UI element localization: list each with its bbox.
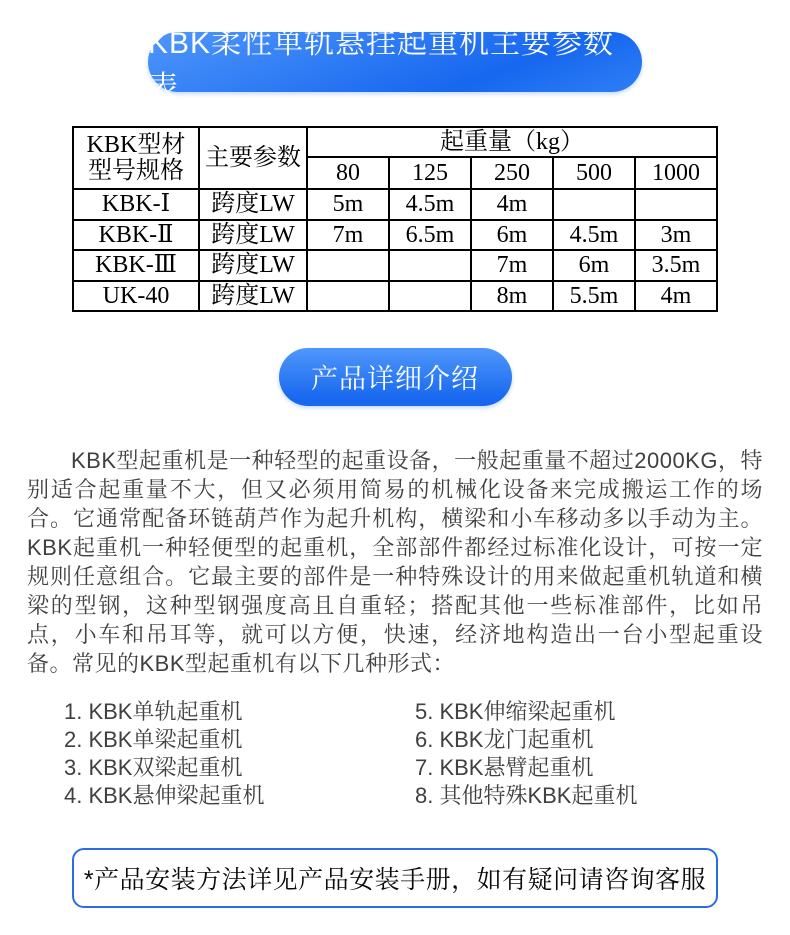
list-item: 1. KBK单轨起重机 xyxy=(64,698,243,724)
table-header-row xyxy=(73,127,717,157)
value-cell: 4m xyxy=(635,281,717,311)
value-cell: 4.5m xyxy=(389,189,471,219)
value-cell: 7m xyxy=(471,250,553,280)
value-cell xyxy=(307,250,389,280)
model-cell: UK-40 xyxy=(73,281,199,311)
spec-table-container xyxy=(72,126,718,312)
footer-note-box xyxy=(72,848,718,908)
value-cell: 4m xyxy=(471,189,553,219)
table-row xyxy=(73,189,717,219)
value-cell: 7m xyxy=(307,220,389,250)
table-row xyxy=(73,281,717,311)
value-cell xyxy=(553,189,635,219)
list-item: 7. KBK悬臂起重机 xyxy=(415,754,594,780)
value-cell xyxy=(307,281,389,311)
list-item: 4. KBK悬伸梁起重机 xyxy=(64,782,265,808)
capacity-col-header: 1000 xyxy=(635,157,717,189)
title-banner xyxy=(148,27,642,104)
crane-type-list-left xyxy=(64,698,415,810)
product-detail-button-label: 产品详细介绍 xyxy=(311,364,479,395)
value-cell: 6m xyxy=(471,220,553,250)
list-item: 8. 其他特殊KBK起重机 xyxy=(415,782,638,808)
param-cell: 跨度LW xyxy=(199,250,307,280)
model-cell: KBK-Ⅱ xyxy=(73,220,199,250)
value-cell: 6.5m xyxy=(389,220,471,250)
crane-type-list-right xyxy=(415,698,637,810)
model-column-header: KBK型材型号规格 xyxy=(73,127,199,189)
value-cell xyxy=(635,189,717,219)
capacity-col-header: 500 xyxy=(553,157,635,189)
value-cell xyxy=(389,250,471,280)
value-cell: 3.5m xyxy=(635,250,717,280)
param-cell: 跨度LW xyxy=(199,281,307,311)
list-item: 5. KBK伸缩梁起重机 xyxy=(415,698,616,724)
param-column-header: 主要参数 xyxy=(199,127,307,189)
list-item: 3. KBK双梁起重机 xyxy=(64,754,243,780)
value-cell: 5.5m xyxy=(553,281,635,311)
model-cell: KBK-Ⅰ xyxy=(73,189,199,219)
value-cell: 5m xyxy=(307,189,389,219)
list-item: 6. KBK龙门起重机 xyxy=(415,726,594,752)
crane-type-list xyxy=(64,698,790,810)
product-detail-button[interactable] xyxy=(279,348,512,406)
value-cell xyxy=(389,281,471,311)
spec-table xyxy=(72,126,718,312)
param-cell: 跨度LW xyxy=(199,220,307,250)
value-cell: 8m xyxy=(471,281,553,311)
value-cell: 6m xyxy=(553,250,635,280)
table-row xyxy=(73,250,717,280)
capacity-group-header: 起重量（kg） xyxy=(307,127,717,157)
value-cell: 3m xyxy=(635,220,717,250)
intro-paragraph: KBK型起重机是一种轻型的起重设备，一般起重量不超过2000KG，特别适合起重量不大，但又必须用简易的机械化设备来完成搬运工作的场合。它通常配备环链葫芦作为起升机构，横梁和小车移动多以手动为主。KBK起重机一种轻便型的起重机，全部部件都经过标准化设计，可按一定规则任意组合。它最主要的部件是一种特殊设计的用来做起重机轨道和横梁的型钢，这种型钢强度高且自重轻；搭配其他一些标准部件，比如吊点，小车和吊耳等，就可以方便，快速，经济地构造出一台小型起重设备。常见的KBK型起重机有以下几种形式： xyxy=(27,447,763,676)
model-cell: KBK-Ⅲ xyxy=(73,250,199,280)
footer-note-text: *产品安装方法详见产品安装手册，如有疑问请咨询客服 xyxy=(83,865,707,894)
capacity-col-header: 80 xyxy=(307,157,389,189)
list-item: 2. KBK单梁起重机 xyxy=(64,726,243,752)
table-row xyxy=(73,220,717,250)
value-cell: 4.5m xyxy=(553,220,635,250)
capacity-col-header: 250 xyxy=(471,157,553,189)
page-title: KBK柔性单轨悬挂起重机主要参数表 xyxy=(148,27,615,104)
param-cell: 跨度LW xyxy=(199,189,307,219)
capacity-col-header: 125 xyxy=(389,157,471,189)
